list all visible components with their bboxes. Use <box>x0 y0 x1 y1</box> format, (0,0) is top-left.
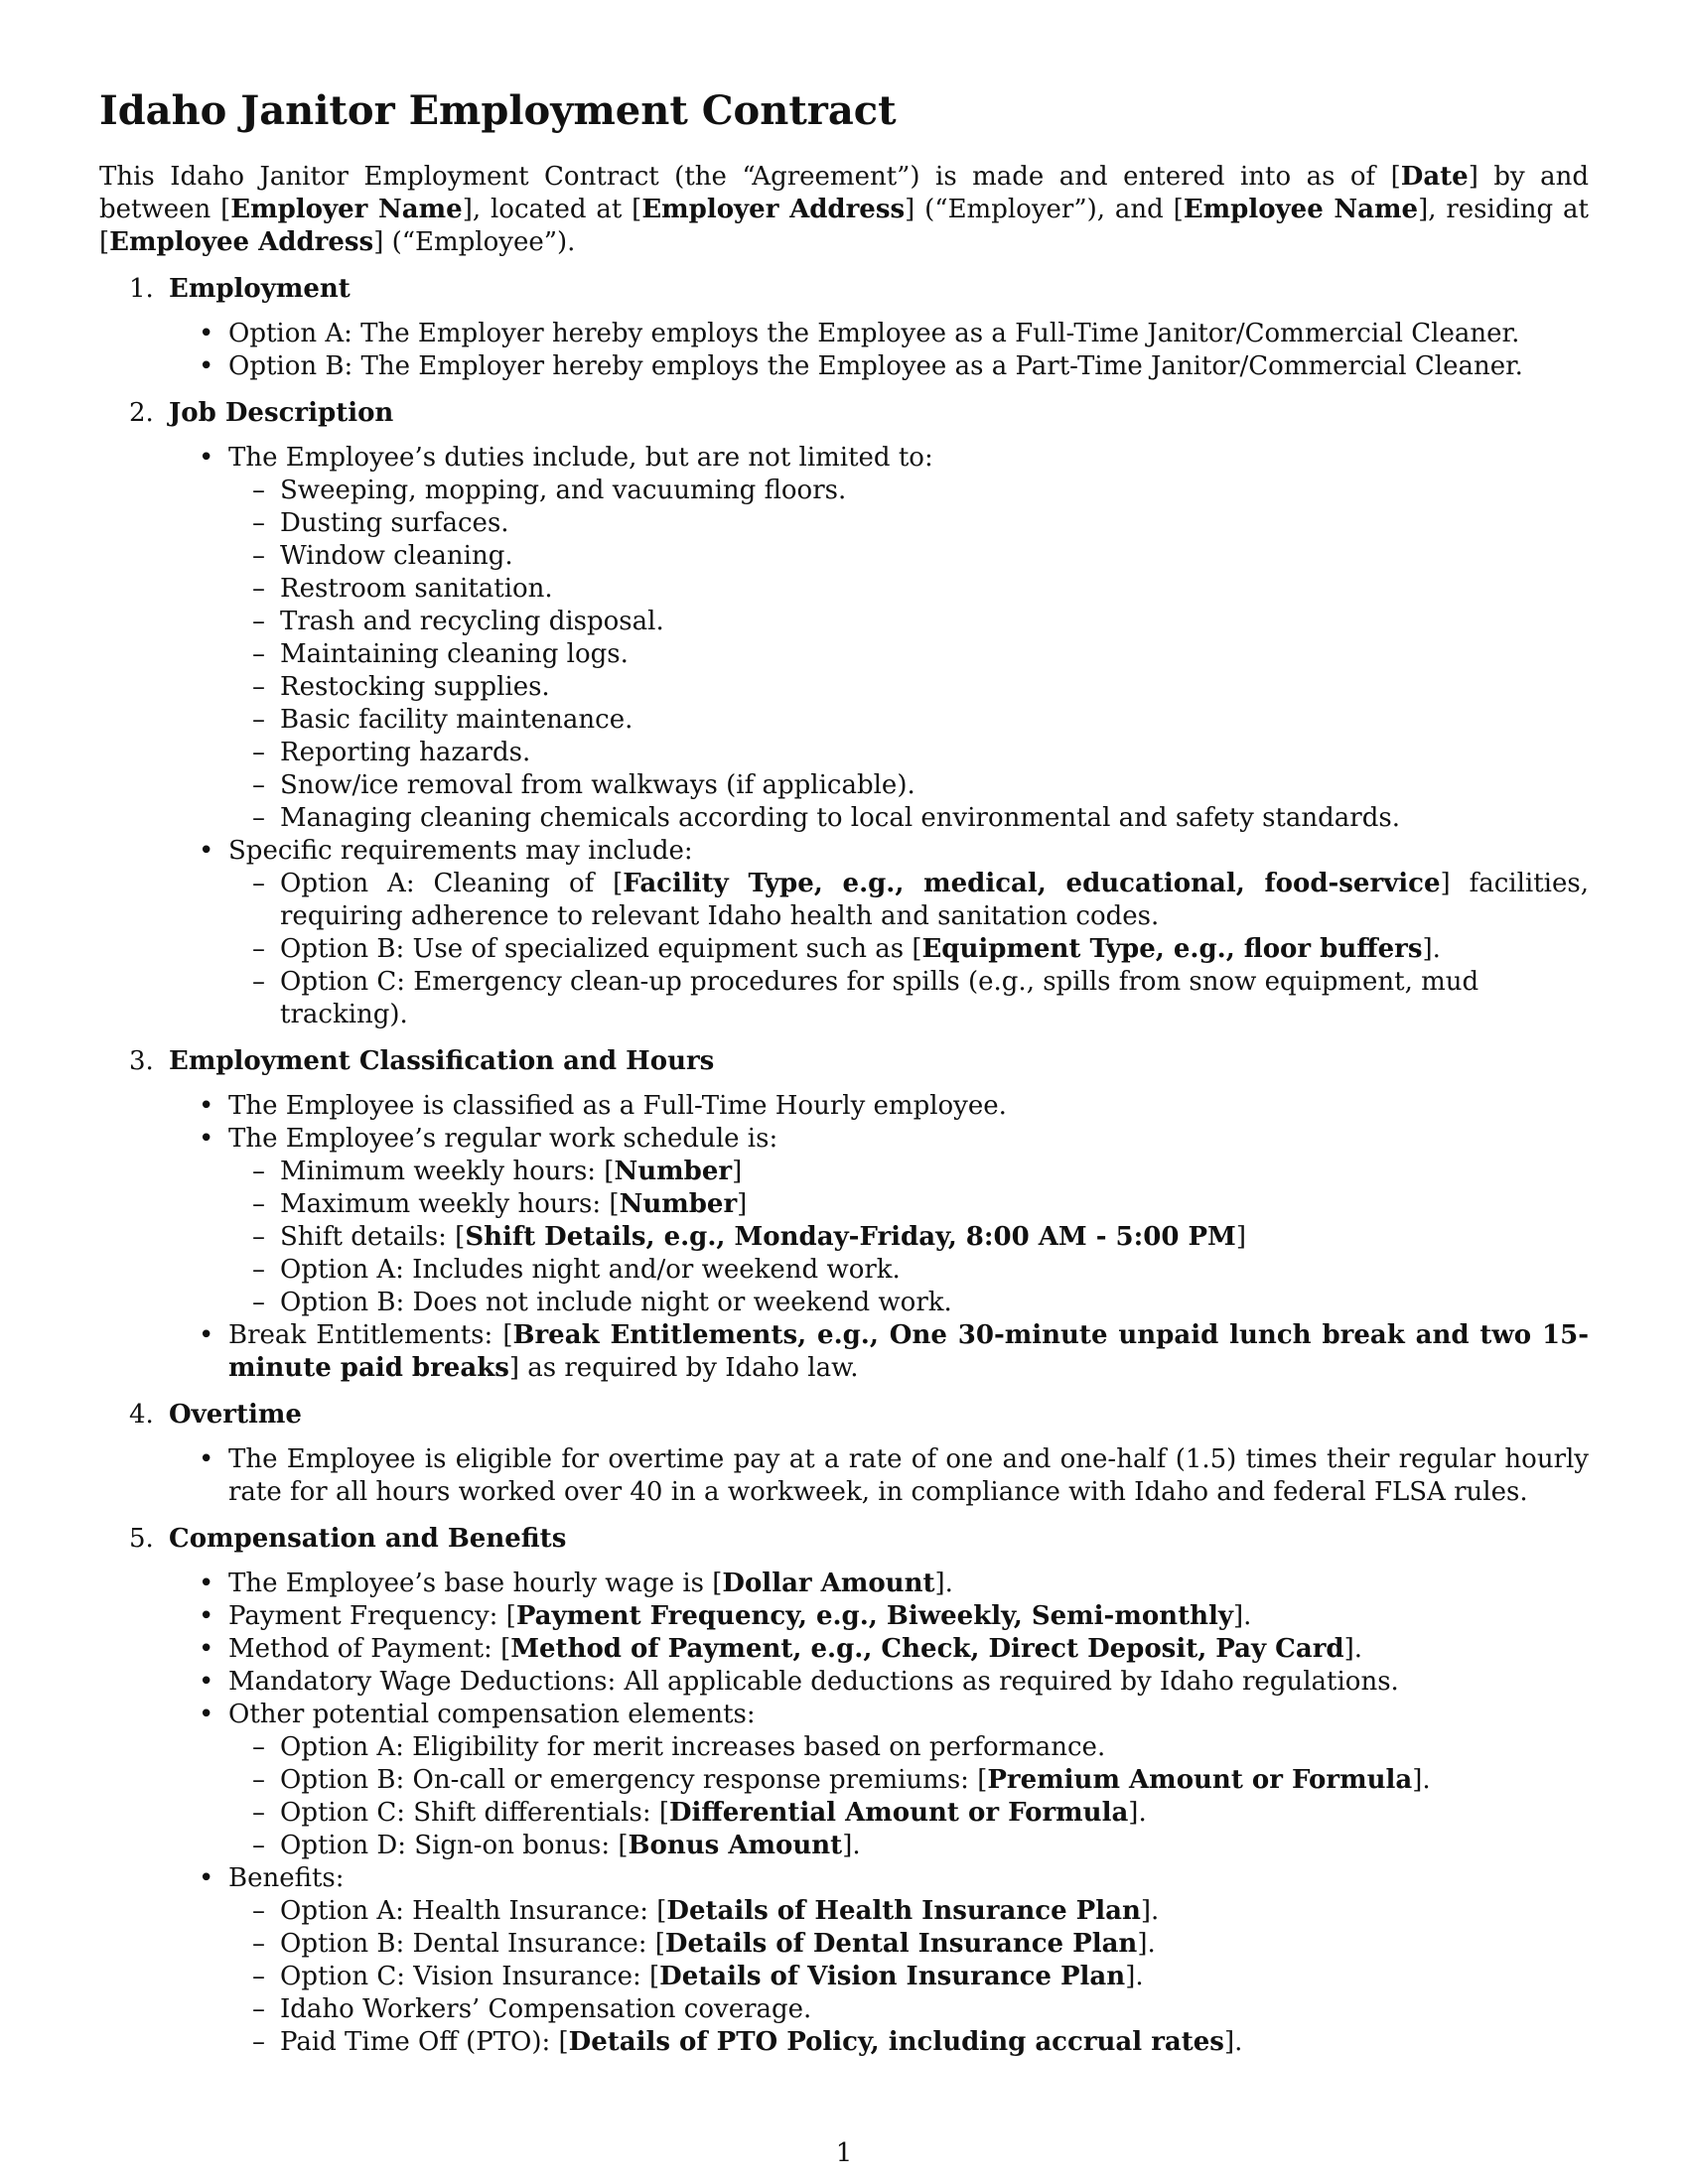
sub-list <box>228 475 1589 835</box>
shift-details-placeholder: Shift Details, e.g., Monday-Friday, 8:00 AM - 5:00 PM <box>465 1222 1236 1252</box>
item-text: Break Entitlements: [ <box>228 1320 513 1350</box>
item-text: ]. <box>1343 1634 1363 1664</box>
list-item: • The Employee is eligible for overtime pay at a rate of one and one-half (1.5) times their regular hourly rate for all hours worked over 40 in a workweek, in compliance with Idaho and federal FLSA rules. <box>228 1443 1589 1509</box>
section-heading <box>99 1399 1589 1432</box>
section-employment <box>99 273 1589 383</box>
item-text: Minimum weekly hours: [ <box>280 1157 615 1186</box>
sub-list-item: – Reporting hazards. <box>280 737 1589 769</box>
sub-list-item: – Option A: Eligibility for merit increases based on performance. <box>280 1731 1589 1764</box>
number-placeholder: Number <box>619 1189 738 1219</box>
section-title: Job Description <box>169 398 394 428</box>
sub-list <box>228 1895 1589 2059</box>
item-text: Option B: On-call or emergency response premiums: [ <box>280 1765 988 1795</box>
list-item: • Option A: The Employer hereby employs the Employee as a Full-Time Janitor/Commercial Cleaner. <box>228 318 1589 350</box>
vision-insurance-placeholder: Details of Vision Insurance Plan <box>659 1962 1126 1991</box>
intro-text: This Idaho Janitor Employment Contract (the “Agreement”) is made and entered into as of [ <box>99 162 1401 192</box>
intro-text: ] by and between [ <box>99 162 1589 224</box>
section-number: 1. <box>129 274 154 304</box>
intro-text: ], located at [ <box>462 195 642 224</box>
sub-list-item <box>280 1188 1589 1221</box>
section-number: 2. <box>129 398 154 428</box>
item-text: ] <box>737 1189 748 1219</box>
item-text: ]. <box>1412 1765 1431 1795</box>
list-item <box>228 1123 1589 1319</box>
sub-list-item: – Managing cleaning chemicals according to local environmental and safety standards. <box>280 802 1589 835</box>
sub-list-item: – Restocking supplies. <box>280 671 1589 704</box>
sub-list-item <box>280 1830 1589 1862</box>
item-text: Option C: Vision Insurance: [ <box>280 1962 660 1991</box>
item-text: Option A: Health Insurance: [ <box>280 1896 667 1926</box>
item-text: Option A: Cleaning of [ <box>280 869 624 898</box>
employee-address-placeholder: Employee Address <box>109 227 374 257</box>
document-title: Idaho Janitor Employment Contract <box>99 87 897 134</box>
bullet-list <box>99 1568 1589 2059</box>
sub-list <box>228 868 1589 1031</box>
sub-list-item <box>280 1961 1589 1993</box>
list-item-text: The Employee’s regular work schedule is: <box>228 1124 778 1154</box>
list-item-text: Specific requirements may include: <box>228 836 693 866</box>
item-text: Option D: Sign-on bonus: [ <box>280 1831 629 1860</box>
item-text: Option B: Use of specialized equipment such as [ <box>280 934 922 964</box>
section-heading <box>99 397 1589 430</box>
bonus-amount-placeholder: Bonus Amount <box>628 1831 843 1860</box>
employer-address-placeholder: Employer Address <box>641 195 906 224</box>
item-text: ] <box>732 1157 743 1186</box>
payment-method-placeholder: Method of Payment, e.g., Check, Direct Deposit, Pay Card <box>510 1634 1344 1664</box>
payment-frequency-placeholder: Payment Frequency, e.g., Biweekly, Semi-monthly <box>515 1601 1233 1631</box>
section-heading <box>99 1523 1589 1556</box>
item-text: ] as required by Idaho law. <box>508 1353 859 1383</box>
item-text: ]. <box>1232 1601 1252 1631</box>
item-text: Maximum weekly hours: [ <box>280 1189 620 1219</box>
item-text: Option B: Dental Insurance: [ <box>280 1929 665 1959</box>
item-text: ]. <box>934 1569 953 1598</box>
item-text: ]. <box>842 1831 861 1860</box>
section-heading <box>99 1045 1589 1078</box>
dollar-amount-placeholder: Dollar Amount <box>722 1569 935 1598</box>
item-text: Paid Time Off (PTO): [ <box>280 2027 569 2057</box>
sub-list-item: – Basic facility maintenance. <box>280 704 1589 737</box>
sub-list-item: – Option C: Emergency clean-up procedures for spills (e.g., spills from snow equipment, mud tracking). <box>280 966 1589 1031</box>
sub-list-item: – Option A: Includes night and/or weekend work. <box>280 1254 1589 1287</box>
item-text: The Employee’s base hourly wage is [ <box>228 1569 723 1598</box>
section-compensation-benefits <box>99 1523 1589 2059</box>
bullet-list <box>99 1443 1589 1509</box>
list-item <box>228 1600 1589 1633</box>
section-classification-hours <box>99 1045 1589 1385</box>
sub-list-item <box>280 1797 1589 1830</box>
sub-list-item: – Snow/ice removal from walkways (if applicable). <box>280 769 1589 802</box>
sub-list-item <box>280 1221 1589 1254</box>
section-job-description <box>99 397 1589 1031</box>
sub-list-item: – Maintaining cleaning logs. <box>280 638 1589 671</box>
sub-list-item <box>280 1764 1589 1797</box>
section-title: Employment Classification and Hours <box>169 1046 715 1076</box>
intro-text: ] (“Employer”), and [ <box>905 195 1184 224</box>
item-text: ]. <box>1422 934 1441 964</box>
sub-list-item: – Idaho Workers’ Compensation coverage. <box>280 1993 1589 2026</box>
sub-list-item <box>280 1895 1589 1928</box>
intro-paragraph <box>99 161 1589 259</box>
number-placeholder: Number <box>614 1157 733 1186</box>
premium-amount-placeholder: Premium Amount or Formula <box>987 1765 1413 1795</box>
list-item <box>228 835 1589 1031</box>
item-text: Option C: Shift differentials: [ <box>280 1798 669 1828</box>
sub-list-item <box>280 868 1589 933</box>
item-text: ]. <box>1140 1896 1160 1926</box>
section-number: 4. <box>129 1400 154 1430</box>
item-text: Method of Payment: [ <box>228 1634 511 1664</box>
item-text: ]. <box>1223 2027 1243 2057</box>
employee-name-placeholder: Employee Name <box>1183 195 1419 224</box>
sub-list-item: – Trash and recycling disposal. <box>280 606 1589 638</box>
section-title: Overtime <box>169 1400 302 1430</box>
list-item <box>228 1319 1589 1385</box>
item-text: ]. <box>1125 1962 1144 1991</box>
sub-list-item <box>280 1156 1589 1188</box>
sub-list-item <box>280 1928 1589 1961</box>
item-text: ]. <box>1137 1929 1156 1959</box>
item-text: Payment Frequency: [ <box>228 1601 516 1631</box>
facility-type-placeholder: Facility Type, e.g., medical, educational, food-service <box>623 869 1441 898</box>
section-title: Employment <box>169 274 351 304</box>
dental-insurance-placeholder: Details of Dental Insurance Plan <box>664 1929 1138 1959</box>
sub-list-item <box>280 2026 1589 2059</box>
bullet-list <box>99 442 1589 1031</box>
list-item <box>228 1568 1589 1600</box>
bullet-list <box>99 318 1589 383</box>
break-entitlements-placeholder: Break Entitlements, e.g., One 30-minute unpaid lunch break and two 15-minute paid breaks <box>228 1320 1590 1383</box>
date-placeholder: Date <box>1400 162 1469 192</box>
item-text: ] <box>1235 1222 1246 1252</box>
intro-text: ] (“Employee”). <box>373 227 576 257</box>
list-item-text: Benefits: <box>228 1863 345 1893</box>
list-item: • Option B: The Employer hereby employs the Employee as a Part-Time Janitor/Commercial Cleaner. <box>228 350 1589 383</box>
list-item: • Mandatory Wage Deductions: All applicable deductions as required by Idaho regulations. <box>228 1666 1589 1699</box>
list-item <box>228 442 1589 835</box>
equipment-type-placeholder: Equipment Type, e.g., floor buffers <box>921 934 1423 964</box>
list-item <box>228 1633 1589 1666</box>
sub-list-item <box>280 933 1589 966</box>
page-number: 1 <box>835 2138 853 2168</box>
differential-amount-placeholder: Differential Amount or Formula <box>668 1798 1129 1828</box>
section-number: 5. <box>129 1524 154 1554</box>
sub-list <box>228 1156 1589 1319</box>
document-page <box>99 87 1589 2059</box>
employer-name-placeholder: Employer Name <box>230 195 463 224</box>
pto-policy-placeholder: Details of PTO Policy, including accrual rates <box>568 2027 1224 2057</box>
section-overtime <box>99 1399 1589 1509</box>
list-item-text: The Employee’s duties include, but are not limited to: <box>228 443 933 473</box>
item-text: ]. <box>1128 1798 1147 1828</box>
sub-list-item: – Option B: Does not include night or weekend work. <box>280 1287 1589 1319</box>
sub-list <box>228 1731 1589 1862</box>
sub-list-item: – Window cleaning. <box>280 540 1589 573</box>
health-insurance-placeholder: Details of Health Insurance Plan <box>666 1896 1141 1926</box>
sub-list-item: – Dusting surfaces. <box>280 507 1589 540</box>
section-number: 3. <box>129 1046 154 1076</box>
item-text: Shift details: [ <box>280 1222 466 1252</box>
sub-list-item: – Sweeping, mopping, and vacuuming floors. <box>280 475 1589 507</box>
list-item: • The Employee is classified as a Full-Time Hourly employee. <box>228 1090 1589 1123</box>
intro-text: ], residing at [ <box>99 195 1589 257</box>
list-item <box>228 1699 1589 1862</box>
list-item-text: Other potential compensation elements: <box>228 1700 756 1729</box>
item-text: ] facilities, requiring adherence to relevant Idaho health and sanitation codes. <box>280 869 1589 931</box>
section-heading <box>99 273 1589 306</box>
bullet-list <box>99 1090 1589 1385</box>
list-item <box>228 1862 1589 2059</box>
sub-list-item: – Restroom sanitation. <box>280 573 1589 606</box>
section-title: Compensation and Benefits <box>169 1524 567 1554</box>
sections-list <box>99 273 1589 2059</box>
